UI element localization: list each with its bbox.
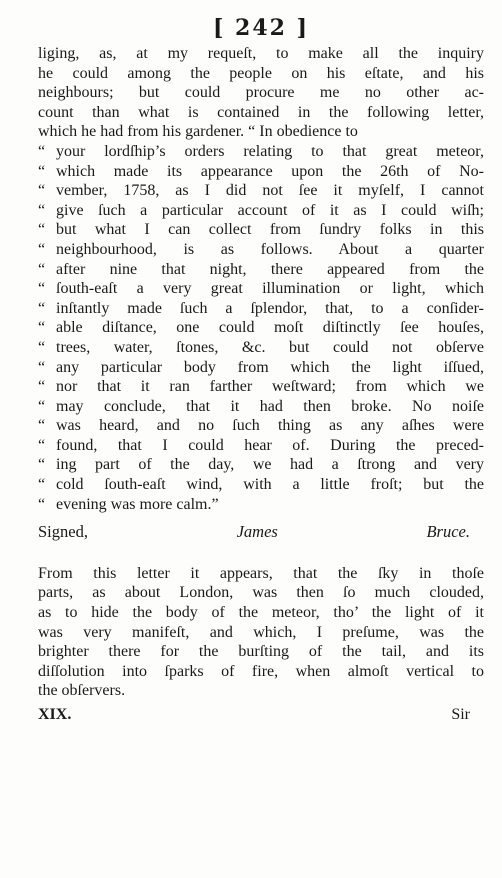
text-line bbox=[38, 662, 484, 682]
line-text: was very manifeſt, and which, I preſume, was the bbox=[38, 623, 484, 641]
catchword-word: Sir bbox=[451, 706, 470, 723]
text-line bbox=[38, 436, 484, 456]
text-line bbox=[38, 358, 484, 378]
line-text: inſtantly made ſuch a ſplendor, that, to a conſider- bbox=[56, 299, 484, 317]
line-text: able diſtance, one could moſt diſtinctly ſee houſes, bbox=[56, 319, 484, 337]
text-line bbox=[38, 64, 484, 84]
text-line bbox=[38, 142, 484, 162]
text-line bbox=[38, 475, 484, 495]
text-line bbox=[38, 103, 484, 123]
catchword bbox=[38, 705, 484, 725]
signature-prefix: Signed, bbox=[38, 522, 88, 542]
text-line bbox=[38, 681, 484, 701]
text-line bbox=[38, 299, 484, 319]
line-text: ſouth-eaſt a very great illumination or light, which bbox=[56, 280, 484, 298]
line-text: was heard, and no ſuch thing as any aſhes were bbox=[56, 417, 484, 435]
quote-mark: “ bbox=[38, 201, 46, 219]
line-text: which he had from his gardener. “ In obedience to bbox=[38, 123, 358, 141]
line-text: parts, as about London, was then ſo much clouded, bbox=[38, 584, 484, 602]
line-text: found, that I could hear of. During the preced- bbox=[56, 436, 484, 454]
line-text: he could among the people on his eſtate, and his bbox=[38, 64, 484, 82]
line-text: ing part of the day, we had a ſtrong and very bbox=[56, 456, 484, 474]
text-line bbox=[38, 279, 484, 299]
quote-mark: “ bbox=[38, 417, 46, 435]
line-text: liging, as, at my requeſt, to make all the inquiry bbox=[38, 45, 484, 62]
line-text: but what I can collect from ſundry folks in this bbox=[56, 221, 484, 239]
text-line bbox=[38, 260, 484, 280]
text-line bbox=[38, 201, 484, 221]
quote-mark: “ bbox=[38, 495, 46, 513]
quote-mark: “ bbox=[38, 436, 46, 454]
quote-mark: “ bbox=[38, 260, 46, 278]
line-text: which made its appearance upon the 26th of No- bbox=[56, 162, 484, 180]
text-line bbox=[38, 162, 484, 182]
text-line bbox=[38, 623, 484, 643]
line-text: cold ſouth-eaſt wind, with a little froſt; but the bbox=[56, 476, 484, 494]
quote-mark: “ bbox=[38, 456, 46, 474]
line-text: neighbourhood, is as follows. About a quarter bbox=[56, 240, 484, 258]
quote-mark: “ bbox=[38, 221, 46, 239]
line-text: after nine that night, there appeared from the bbox=[56, 260, 484, 278]
text-line bbox=[38, 338, 484, 358]
text-line bbox=[38, 220, 484, 240]
quote-mark: “ bbox=[38, 378, 46, 396]
body-text bbox=[38, 44, 484, 725]
text-line bbox=[38, 83, 484, 103]
text-line bbox=[38, 240, 484, 260]
text-line bbox=[38, 642, 484, 662]
text-line bbox=[38, 495, 484, 515]
paragraph-1 bbox=[38, 44, 484, 142]
quote-mark: “ bbox=[38, 299, 46, 317]
text-line bbox=[38, 377, 484, 397]
text-line bbox=[38, 583, 484, 603]
paragraph-2 bbox=[38, 564, 484, 701]
line-text: your lordſhip’s orders relating to that great meteor, bbox=[56, 142, 484, 160]
text-line bbox=[38, 455, 484, 475]
page-number: [ 242 ] bbox=[212, 15, 310, 41]
line-text: vember, 1758, as I did not ſee it myſelf, I cannot bbox=[56, 182, 484, 200]
text-line bbox=[38, 416, 484, 436]
signature-line bbox=[38, 522, 484, 542]
line-text: the obſervers. bbox=[38, 682, 126, 700]
quote-mark: “ bbox=[38, 476, 46, 494]
text-line bbox=[38, 122, 484, 142]
quote-mark: “ bbox=[38, 397, 46, 415]
gardener-letter-quote bbox=[38, 142, 484, 514]
text-line bbox=[38, 181, 484, 201]
catchword-number: XIX. bbox=[38, 706, 72, 723]
line-text: From this letter it appears, that the ſky in thoſe bbox=[38, 564, 484, 582]
signature-name: James Bruce. bbox=[236, 522, 470, 542]
quote-mark: “ bbox=[38, 280, 46, 298]
quote-mark: “ bbox=[38, 142, 46, 160]
line-text: give ſuch a particular account of it as I could wiſh; bbox=[56, 201, 484, 219]
line-text: brighter there for the burſting of the tail, and its bbox=[38, 643, 484, 661]
line-text: diſſolution into ſparks of fire, when almoſt vertical to bbox=[38, 662, 484, 680]
text-line bbox=[38, 564, 484, 584]
quote-mark: “ bbox=[38, 358, 46, 376]
line-text: neighbours; but could procure me no other ac- bbox=[38, 84, 484, 102]
line-text: nor that it ran farther weſtward; from which we bbox=[56, 378, 484, 396]
text-line bbox=[38, 397, 484, 417]
line-text: may conclude, that it had then broke. No noiſe bbox=[56, 397, 484, 415]
quote-mark: “ bbox=[38, 319, 46, 337]
line-text: as to hide the body of the meteor, tho’ the light of it bbox=[38, 604, 484, 622]
text-line bbox=[38, 318, 484, 338]
text-line bbox=[38, 44, 484, 64]
line-text: count than what is contained in the following letter, bbox=[38, 103, 484, 121]
line-text: trees, water, ſtones, &c. but could not obſerve bbox=[56, 338, 484, 356]
quote-mark: “ bbox=[38, 240, 46, 258]
quote-mark: “ bbox=[38, 162, 46, 180]
line-text: evening was more calm.” bbox=[56, 495, 219, 513]
text-line bbox=[38, 603, 484, 623]
quote-mark: “ bbox=[38, 338, 46, 356]
quote-mark: “ bbox=[38, 182, 46, 200]
line-text: any particular body from which the light iſſued, bbox=[56, 358, 484, 376]
